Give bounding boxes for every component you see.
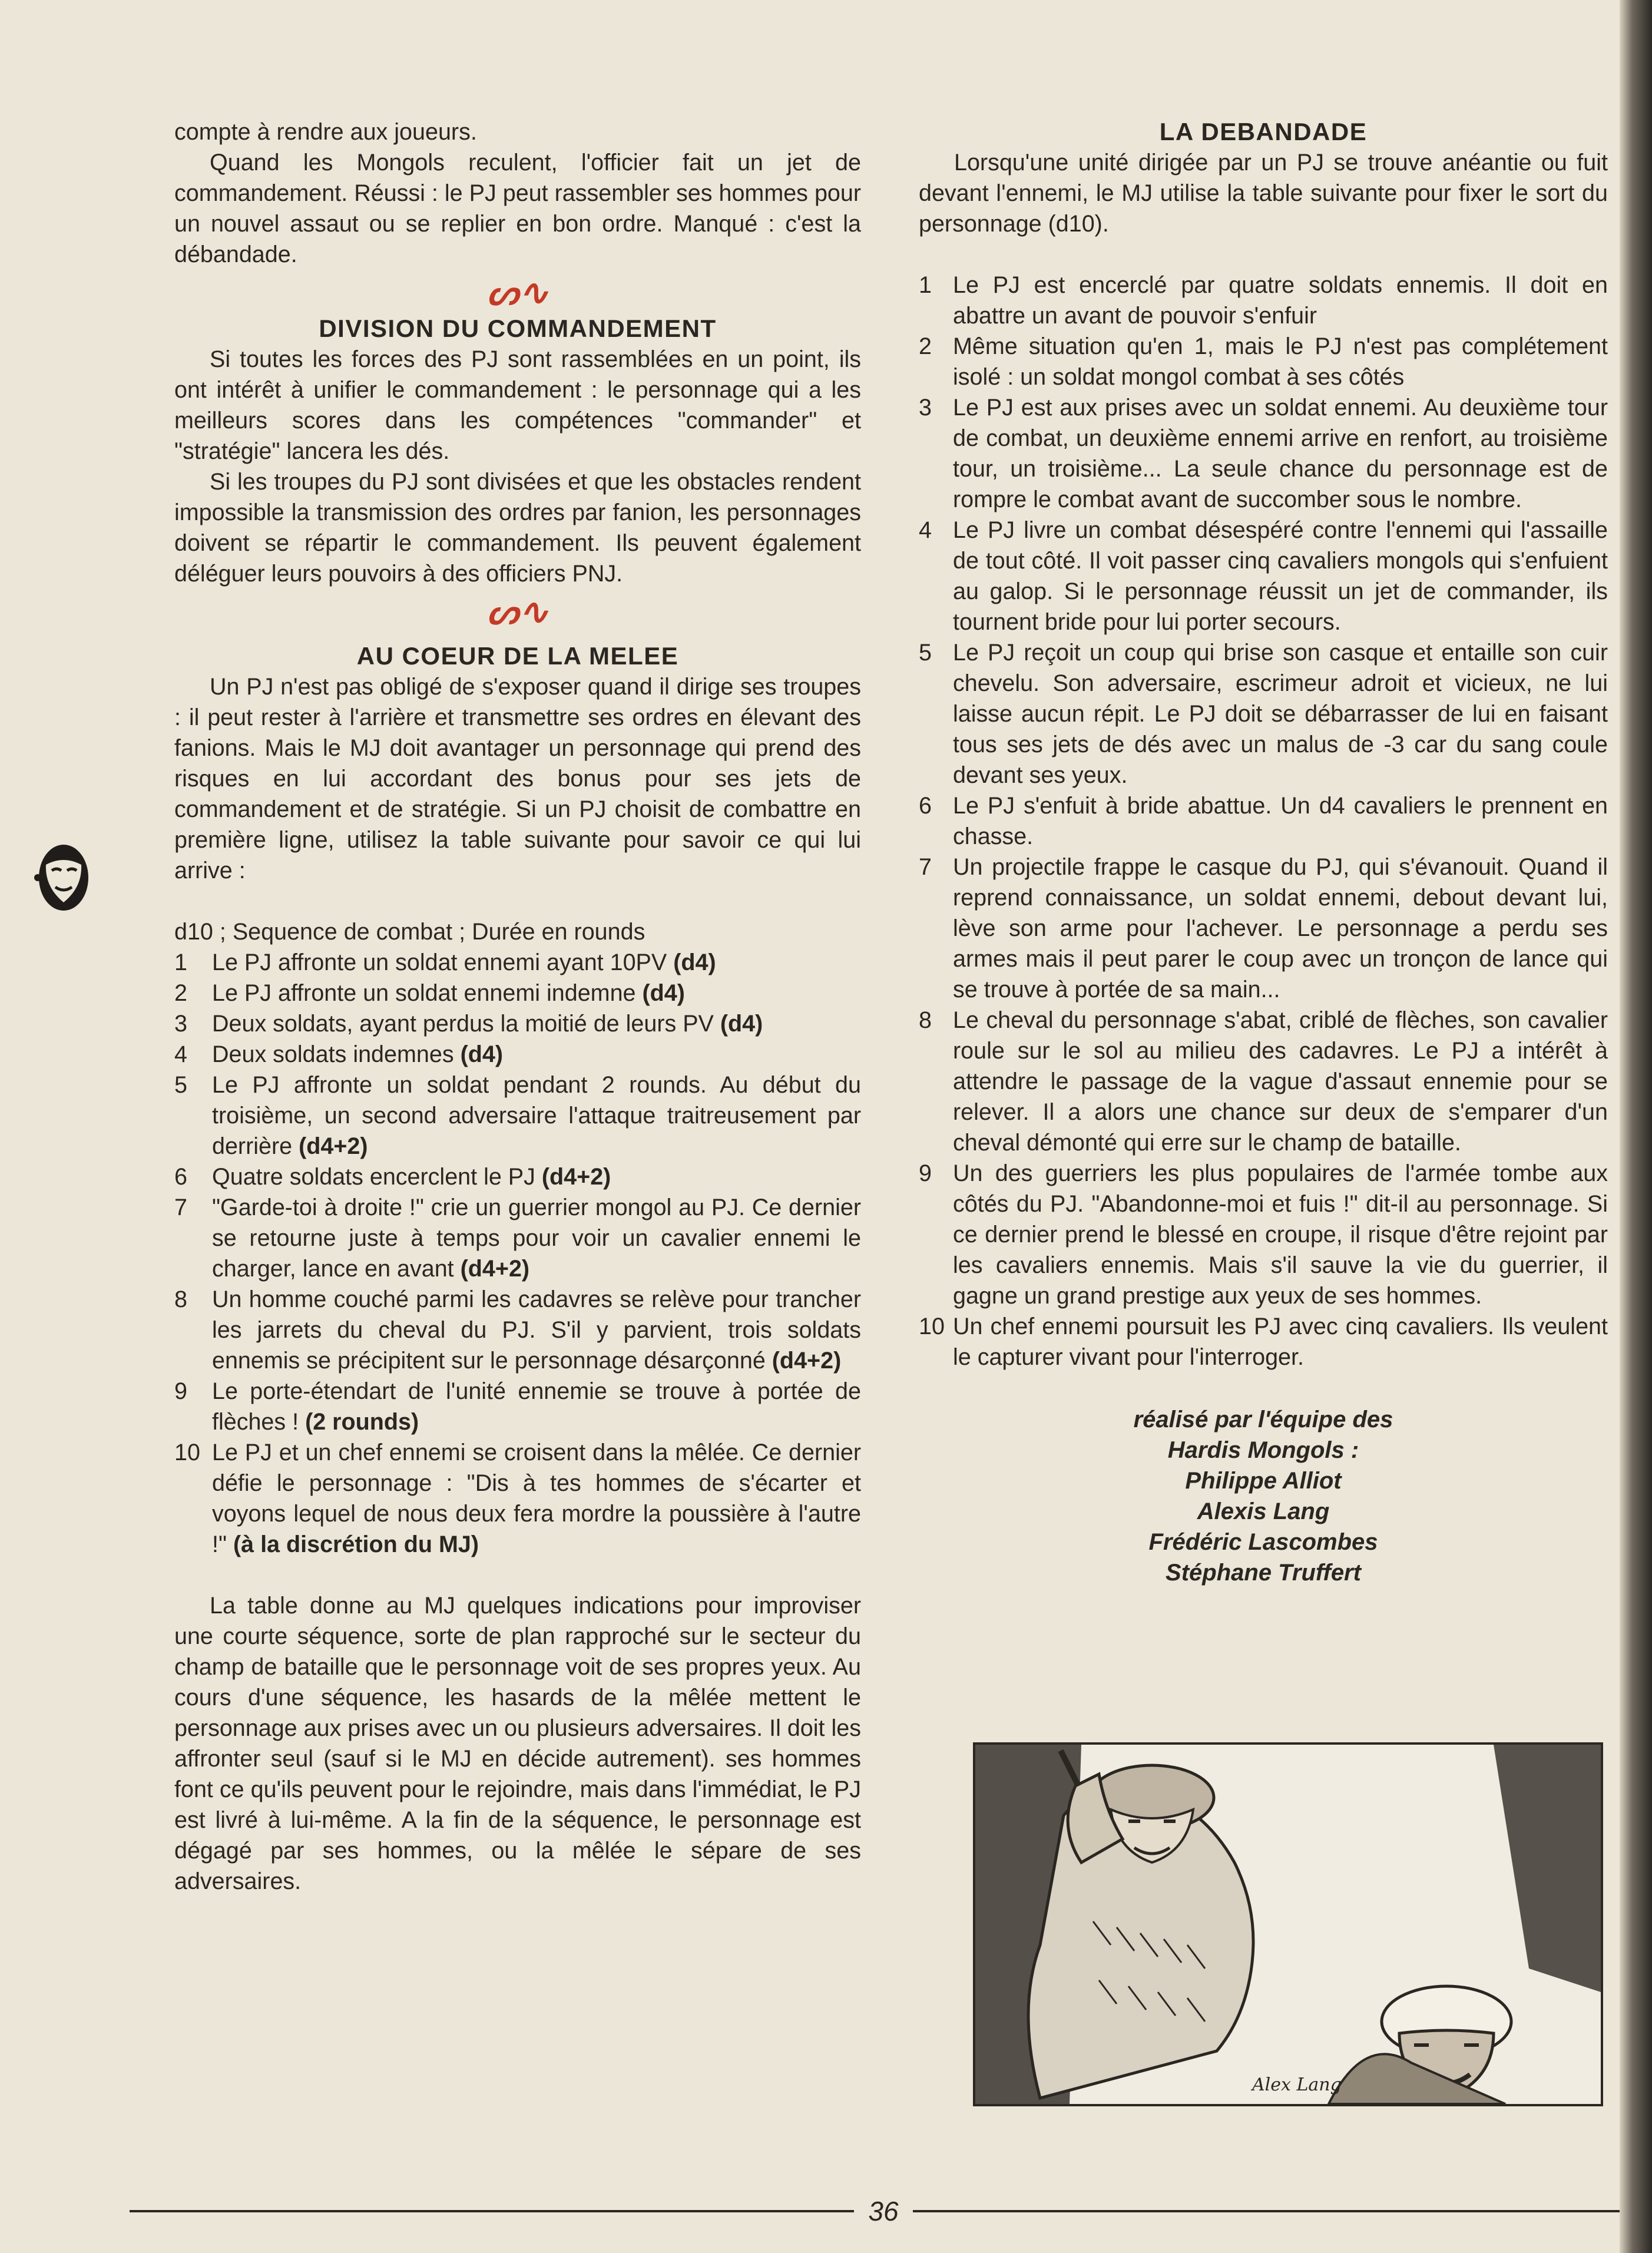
row-number: 4 [174,1041,187,1067]
row-text: Le PJ affronte un soldat ennemi ayant 10PV (d4) [212,949,716,975]
decorative-flourish-icon: ᔕ∿ [487,272,548,313]
dice-value: (d4+2) [299,1133,368,1159]
paragraph: Si les troupes du PJ sont divisées et que les obstacles rendent impossible la transmission des ordres par fanion, les personnages doivent se répartir le commandement. Ils peuvent également déléguer leurs pouvoirs à des officiers PNJ. [174,469,861,587]
row-text: Le PJ est aux prises avec un soldat ennemi. Au deuxième tour de combat, un deuxième ennemi arrive en renfort, au troisième tour, un troisième... La seule chance du personnage est de rompre le combat avant de succomber sous le nombre. [953,395,1608,512]
row-text: Un projectile frappe le casque du PJ, qui s'évanouit. Quand il reprend connaissance, un soldat ennemi, debout devant lui, lève son arme pour l'achever. Le personnage a perdu ses armes mais il peut parer le coup avec un tronçon de lance qui se trouve à portée de sa main... [953,854,1608,1003]
mongol-warriors-illustration [973,1742,1603,2106]
row-text: Le PJ livre un combat désespéré contre l'ennemi qui l'assaille de tout côté. Il voit passer cinq cavaliers mongols qui s'enfuient au galop. Si le personnage réussit un jet de commander, ils tournent bride pour lui porter secours. [953,517,1608,635]
row-text: Le PJ et un chef ennemi se croisent dans la mêlée. Ce dernier défie le personnage : "Dis à tes hommes de s'écarter et voyons lequel de nous deux fera mordre la poussière à l'autre !" (à la discrétion du MJ) [212,1440,861,1557]
page-binding-edge [1620,0,1652,2253]
table-row [174,978,861,1008]
dice-value: (d4+2) [772,1348,842,1374]
row-text: Un chef ennemi poursuit les PJ avec cinq cavaliers. Ils veulent le capturer vivant pour l'interroger. [953,1314,1608,1370]
page-number: 36 [868,2196,899,2226]
credit-line: Stéphane Truffert [1166,1560,1361,1586]
illustration-signature: Alex Lang [1252,2075,1342,2095]
table-row [174,1039,861,1070]
table-row [919,790,1608,852]
row-number: 8 [174,1286,187,1312]
intro-line: compte à rendre aux joueurs. [174,119,477,145]
paragraph: La table donne au MJ quelques indications pour improviser une courte séquence, sorte de plan rapproché sur le secteur du champ de bataille que le personnage voit de ses propres yeux. Au cours d'une séquence, les hasards de la mêlée mettent le personnage aux prises avec un ou plusieurs adversaires. Il doit les affronter seul (sauf si le MJ en décide autrement). ses hommes font ce qu'ils peuvent pour le rejoindre, mais dans l'immédiat, le PJ est livré à lui-même. A la fin de la séquence, le personnage est dégagé par ses hommes, ou la mêlée le sépare de ses adversaires. [174,1593,861,1894]
table-header: d10 ; Sequence de combat ; Durée en rounds [174,919,645,945]
row-number: 9 [174,1378,187,1404]
row-text: Le PJ affronte un soldat pendant 2 rounds. Au début du troisième, un second adversaire l'attaque traitreusement par derrière (d4+2) [212,1072,861,1159]
table-row [919,852,1608,1005]
table-row [174,1376,861,1437]
table-row [174,1008,861,1039]
row-text: Un des guerriers les plus populaires de l'armée tombe aux côtés du PJ. "Abandonne-moi et fuis !" dit-il au personnage. Si ce dernier prend le blessé en croupe, il risque d'être rejoint par les cavaliers ennemis. Mais s'il sauve la vie du guerrier, il gagne un grand prestige aux yeux de ses hommes. [953,1160,1608,1309]
row-number: 3 [919,395,932,421]
row-number: 2 [919,333,932,359]
row-number: 7 [174,1195,187,1220]
table-row [919,1158,1608,1311]
table-row [174,1070,861,1162]
row-number: 5 [919,640,932,666]
left-column [174,117,861,1897]
section-heading-melee: AU COEUR DE LA MELEE [356,642,679,670]
table-row [174,1437,861,1560]
row-number: 1 [174,949,187,975]
row-number: 8 [919,1007,932,1033]
dice-value: (d4) [642,980,685,1006]
dice-value: (d4+2) [460,1256,530,1282]
row-number: 7 [919,854,932,880]
credits [919,1404,1608,1588]
table-row [919,1005,1608,1158]
row-number: 6 [919,793,932,819]
credit-line: Alexis Lang [1197,1498,1330,1524]
row-text: Deux soldats, ayant perdus la moitié de leurs PV (d4) [212,1011,763,1037]
row-number: 5 [174,1072,187,1098]
intro-paragraph: Quand les Mongols reculent, l'officier fait un jet de commandement. Réussi : le PJ peut rassembler ses hommes pour un nouvel assaut ou se replier en bon ordre. Manqué : c'est la débandade. [174,150,861,267]
row-number: 6 [174,1164,187,1190]
row-text: Le cheval du personnage s'abat, criblé de flèches, son cavalier roule sur le sol au milieu des cadavres. Le PJ a intérêt à attendre le passage de la vague d'assaut ennemie pour se relever. Il a alors une chance sur deux de s'emparer d'un cheval démonté qui erre sur le champ de bataille. [953,1007,1608,1156]
section-heading-division: DIVISION DU COMMANDEMENT [319,315,717,342]
page-footer [130,2192,1620,2230]
table-row [174,1284,861,1376]
credit-line: réalisé par l'équipe des [1133,1407,1393,1432]
table-row [174,947,861,978]
row-number: 1 [919,272,932,298]
row-text: Un homme couché parmi les cadavres se relève pour trancher les jarrets du cheval du PJ. S'il y parvient, trois soldats ennemis se précipitent sur le personnage désarçonné (d4+2) [212,1286,861,1374]
rout-table [919,270,1608,1372]
dice-value: (d4+2) [541,1164,611,1190]
credit-line: Philippe Alliot [1185,1468,1342,1494]
row-text: Le porte-étendart de l'unité ennemie se trouve à portée de flèches ! (2 rounds) [212,1378,861,1435]
footer-rule-left [130,2210,854,2212]
table-row [919,392,1608,515]
row-text: Le PJ reçoit un coup qui brise son casque et entaille son cuir chevelu. Son adversaire, escrimeur adroit et vicieux, ne lui laisse aucun répit. Le PJ doit se débarrasser de lui en faisant tous ses jets de dés avec un malus de -3 car du sang coule devant ses yeux. [953,640,1608,788]
table-row [174,1192,861,1284]
decorative-flourish-icon: ᔕ∿ [487,591,548,633]
row-text: Le PJ affronte un soldat ennemi indemne (d4) [212,980,685,1006]
row-number: 2 [174,980,187,1006]
paragraph: Si toutes les forces des PJ sont rassemblées en un point, ils ont intérêt à unifier le commandement : le personnage qui a les meilleurs scores dans les compétences "commander" et "stratégie" lancera les dés. [174,346,861,464]
row-number: 4 [919,517,932,543]
row-text: Le PJ s'enfuit à bride abattue. Un d4 cavaliers le prennent en chasse. [953,793,1608,849]
table-row [919,637,1608,790]
paragraph: Un PJ n'est pas obligé de s'exposer quand il dirige ses troupes : il peut rester à l'arrière et transmettre ses ordres en élevant des fanions. Mais le MJ doit avantager un personnage qui prend des risques en lui accordant des bonus pour ses jets de commandement et de stratégie. Si un PJ choisit de combattre en première ligne, utilisez la table suivante pour savoir ce qui lui arrive : [174,674,861,884]
paragraph: Lorsqu'une unité dirigée par un PJ se trouve anéantie ou fuit devant l'ennemi, le MJ utilise la table suivante pour fixer le sort du personnage (d10). [919,150,1608,237]
row-text: Même situation qu'en 1, mais le PJ n'est pas complétement isolé : un soldat mongol combat à ses côtés [953,333,1608,390]
footer-rule-right [913,2210,1620,2212]
row-number: 9 [919,1160,932,1186]
table-row [919,515,1608,637]
table-row [919,1311,1608,1372]
combat-sequence-table [174,947,861,1560]
table-row [919,270,1608,331]
dice-value: (à la discrétion du MJ) [233,1531,479,1557]
row-text: Quatre soldats encerclent le PJ (d4+2) [212,1164,611,1190]
dice-value: (d4) [460,1041,503,1067]
row-number: 10 [919,1314,945,1339]
table-row [919,331,1608,392]
dice-value: (d4) [720,1011,763,1037]
row-number: 3 [174,1011,187,1037]
dice-value: (d4) [673,949,716,975]
row-text: Le PJ est encerclé par quatre soldats ennemis. Il doit en abattre un avant de pouvoir s'enfuir [953,272,1608,329]
theatre-mask-icon [33,841,90,918]
table-row [174,1162,861,1192]
right-column [919,117,1608,1588]
row-text: "Garde-toi à droite !" crie un guerrier mongol au PJ. Ce dernier se retourne juste à temps pour voir un cavalier ennemi le charger, lance en avant (d4+2) [212,1195,861,1282]
credit-line: Frédéric Lascombes [1148,1529,1378,1555]
row-number: 10 [174,1440,200,1465]
section-heading-debandade: LA DEBANDADE [1159,118,1368,145]
row-text: Deux soldats indemnes (d4) [212,1041,503,1067]
credit-line: Hardis Mongols : [1167,1437,1359,1463]
dice-value: (2 rounds) [305,1409,419,1435]
